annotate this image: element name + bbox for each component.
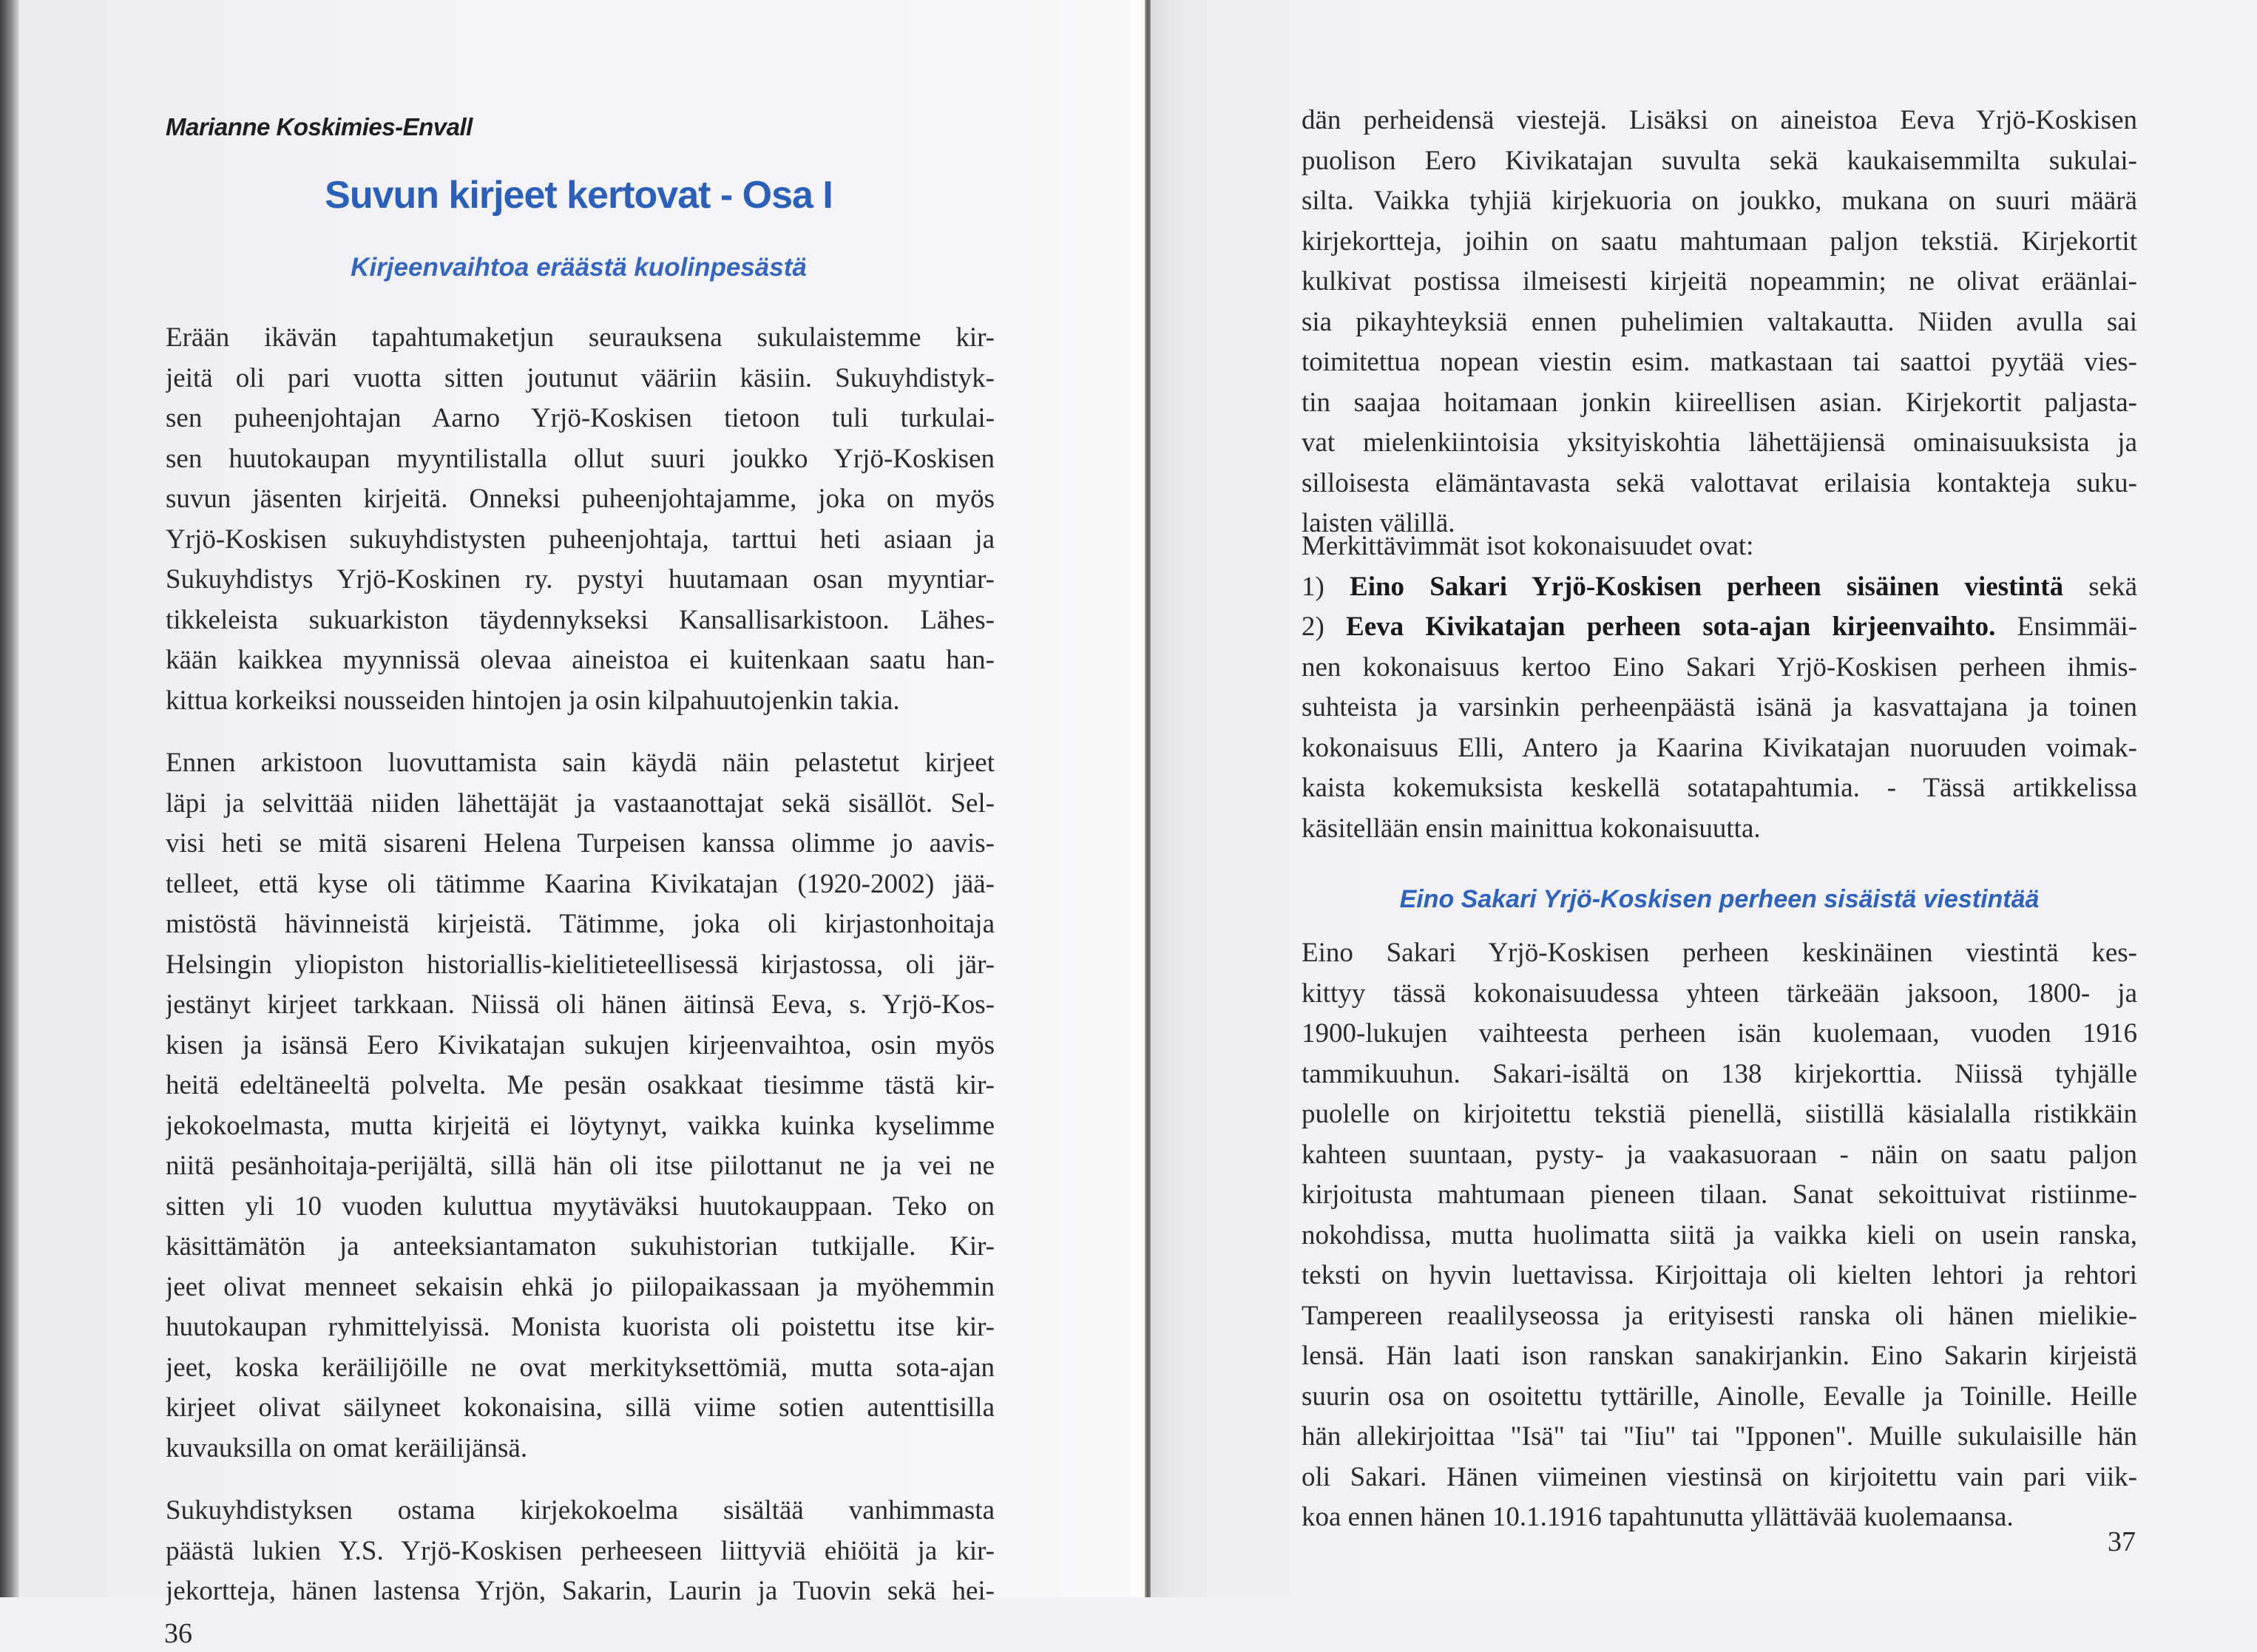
text-line: visi heti se mitä sisareni Helena Turpeisen kanssa olimme jo aavis- — [166, 828, 995, 859]
text-line: hän allekirjoittaa "Isä" tai "Iiu" tai "Ipponen". Muille sukulaisille hän — [1302, 1421, 2137, 1452]
text-line: Yrjö-Koskisen sukuyhdistysten puheenjohtaja, tarttui heti asiaan ja — [166, 524, 995, 555]
right-paragraph-3 — [1302, 933, 2137, 1538]
list-intro: Merkittävimmät isot kokonaisuudet ovat: — [1302, 531, 1754, 561]
text-line: sitten yli 10 vuoden kuluttua myytäväksi huutokauppaan. Teko on — [166, 1191, 995, 1222]
text-line: Sukuyhdistyksen ostama kirjekokoelma sisältää vanhimmasta — [166, 1495, 995, 1526]
text-line: Sukuyhdistys Yrjö-Koskinen ry. pystyi huutamaan osan myyntiar- — [166, 564, 995, 595]
text-line: sia pikayhteyksiä ennen puhelimien valtakautta. Niiden avulla sai — [1302, 306, 2137, 337]
list-item-2-title: Eeva Kivikatajan perheen sota-ajan kirjeenvaihto. — [1346, 612, 1996, 642]
text-line: jestänyt kirjeet tarkkaan. Niissä oli hänen äitinsä Eeva, s. Yrjö-Kos- — [166, 989, 995, 1020]
text-line: kuvauksilla on omat keräilijänsä. — [166, 1432, 528, 1463]
section-heading: Eino Sakari Yrjö-Koskisen perheen sisäistä viestintää — [1399, 885, 2040, 913]
text-line: koa ennen hänen 10.1.1916 tapahtunutta yllättävää kuolemaansa. — [1302, 1502, 2014, 1532]
text-line: päästä lukien Y.S. Yrjö-Koskisen perheeseen liittyviä ehiöitä ja kir- — [166, 1535, 995, 1566]
text-line: Tampereen reaalilyseossa ja erityisesti ranska oli hänen mielikie- — [1302, 1300, 2137, 1331]
text-line: jekortteja, hänen lastensa Yrjön, Sakarin, Laurin ja Tuovin sekä hei- — [166, 1576, 995, 1606]
text-line: Helsingin yliopiston historiallis-kielitieteellisessä kirjastossa, oli jär- — [166, 949, 995, 980]
text-line: kirjeet olivat säilyneet kokonaisina, sillä viime sotien autenttisilla — [166, 1392, 995, 1423]
list-item-2 — [1302, 607, 2137, 648]
article-subtitle: Kirjeenvaihtoa eräästä kuolinpesästä — [351, 253, 807, 282]
text-line: telleet, että kyse oli tätimme Kaarina Kivikatajan (1920-2002) jää- — [166, 868, 995, 899]
text-line: laisten välillä. — [1302, 508, 1455, 538]
text-line: tikkeleista sukuarkiston täydennykseksi Kansallisarkistoon. Lähes- — [166, 604, 995, 635]
text-line: kahteen suuntaan, pysty- ja vaakasuoraan - näin on saatu paljon — [1302, 1139, 2137, 1170]
list-item-1-number: 1) — [1302, 571, 1324, 602]
text-line: teksti on hyvin luettavissa. Kirjoittaja oli kielten lehtori ja rehtori — [1302, 1260, 2137, 1290]
right-paragraph-1 — [1302, 101, 2137, 544]
text-line: Erään ikävän tapahtumaketjun seurauksena sukulaistemme kir- — [166, 322, 995, 353]
text-line: oli Sakari. Hänen viimeinen viestinsä on kirjoitettu vain pari viik- — [1302, 1461, 2137, 1492]
paragraph-3 — [166, 1491, 995, 1612]
text-line: sen huutokaupan myyntilistalla ollut suuri joukko Yrjö-Koskisen — [166, 443, 995, 474]
text-line: heitä edeltäneeltä polvelta. Me pesän osakkaat tiesimme tästä kir- — [166, 1070, 995, 1100]
book-left-edge — [0, 0, 19, 1597]
text-line: kirjekortteja, joihin on saatu mahtumaan paljon tekstiä. Kirjekortit — [1302, 226, 2137, 257]
page-number-right: 37 — [2108, 1526, 2136, 1557]
list-item-2-number: 2) — [1302, 612, 1324, 642]
text-line: kisen ja isänsä Eero Kivikatajan sukujen kirjeenvaihtoa, osin myös — [166, 1029, 995, 1060]
text-line: suurin osa on osoitettu tyttärille, Ainolle, Eevalle ja Toinille. Heille — [1302, 1381, 2137, 1412]
text-line: kittua korkeiksi nousseiden hintojen ja osin kilpahuutojenkin takia. — [166, 685, 900, 716]
text-line: nen kokonaisuus kertoo Eino Sakari Yrjö-Koskisen perheen ihmis- — [1302, 651, 2137, 683]
text-line: tin saajaa hoitamaan jonkin kiireellisen asian. Kirjekortit paljasta- — [1302, 387, 2137, 418]
page-number-left: 36 — [164, 1618, 192, 1649]
text-line: Eino Sakari Yrjö-Koskisen perheen keskinäinen viestintä kes- — [1302, 938, 2137, 968]
text-line: silloisesta elämäntavasta sekä valottavat erilaisia kontakteja suku- — [1302, 467, 2137, 498]
text-line: kirjoitusta mahtumaan pieneen tilaan. Sanat sekoittuivat ristiinme- — [1302, 1179, 2137, 1210]
list-item-1 — [1302, 567, 2137, 608]
list-item-1-tail: sekä — [2088, 571, 2137, 602]
text-line: puolison Eero Kivikatajan suvulta sekä kaukaisemmilta sukulai- — [1302, 145, 2137, 176]
text-line: jeitä oli pari vuotta sitten joutunut vääriin käsiin. Sukuyhdistyk- — [166, 362, 995, 393]
text-line: kittyy tässä kokonaisuudessa yhteen tärkeään jaksoon, 1800- ja — [1302, 978, 2137, 1009]
text-line: suvun jäsenten kirjeitä. Onneksi puheenjohtajamme, joka on myös — [166, 484, 995, 514]
text-line: suhteista ja varsinkin perheenpäästä isänä ja kasvattajana ja toinen — [1302, 692, 2137, 722]
text-line: lensä. Hän laati ison ranskan sanakirjankin. Eino Sakarin kirjeistä — [1302, 1341, 2137, 1371]
text-line: dän perheidensä viestejä. Lisäksi on aineistoa Eeva Yrjö-Koskisen — [1302, 105, 2137, 135]
text-line: nokohdissa, mutta huolimatta siitä ja vaikka kieli on usein ranska, — [1302, 1219, 2137, 1250]
text-line: puolelle on kirjoitettu tekstiä pienellä, siistillä käsialalla ristikkäin — [1302, 1099, 2137, 1129]
text-line: toimitettua nopean viestin esim. matkastaan tai saattoi pyytää vies- — [1302, 347, 2137, 377]
article-title: Suvun kirjeet kertovat - Osa I — [325, 174, 833, 217]
author-name: Marianne Koskimies-Envall — [166, 113, 473, 141]
text-line: läpi ja selvittää niiden lähettäjät ja vastaanottajat sekä sisällöt. Sel- — [166, 788, 995, 819]
text-line: mistöstä hävinneistä kirjeistä. Tätimme, joka oli kirjastonhoitaja — [166, 909, 995, 939]
list-item-1-title: Eino Sakari Yrjö-Koskisen perheen sisäinen viestintä — [1350, 571, 2064, 602]
text-line: käsitellään ensin mainittua kokonaisuutta. — [1302, 813, 1761, 844]
book-spine — [1145, 0, 1151, 1597]
paragraph-1 — [166, 318, 995, 721]
text-line: kokonaisuus Elli, Antero ja Kaarina Kivikatajan nuoruuden voimak- — [1302, 732, 2137, 763]
text-line: jeet olivat menneet sekaisin ehkä jo piilopaikassaan ja myöhemmin — [166, 1271, 995, 1302]
text-line: jeet, koska keräilijöille ne ovat merkityksettömiä, mutta sota-ajan — [166, 1352, 995, 1383]
text-line: kaista kokemuksista keskellä sotatapahtumia. - Tässä artikkelissa — [1302, 773, 2137, 803]
paragraph-2 — [166, 743, 995, 1469]
text-line: tammikuuhun. Sakari-isältä on 138 kirjekorttia. Niissä tyhjälle — [1302, 1058, 2137, 1089]
text-line: kulkivat postissa ilmeisesti kirjeitä nopeammin; ne olivat eräänlai- — [1302, 266, 2137, 297]
list-block — [1302, 527, 2137, 849]
text-line: kään kaikkea myynnissä olevaa aineistoa ei kuitenkaan saatu han- — [166, 645, 995, 675]
text-line: käsittämätön ja anteeksiantamaton sukuhistorian tutkijalle. Kir- — [166, 1231, 995, 1262]
text-line: silta. Vaikka tyhjiä kirjekuoria on joukko, mukana on suuri määrä — [1302, 186, 2137, 216]
text-line: niitä pesänhoitaja-perijältä, sillä hän oli itse piilottanut ne ja vei ne — [166, 1151, 995, 1181]
text-line: 1900-lukujen vaihteesta perheen isän kuolemaan, vuoden 1916 — [1302, 1018, 2137, 1049]
right-paragraph-2 — [1302, 648, 2137, 850]
list-item-2-tail: Ensimmäi- — [2017, 612, 2137, 642]
text-line: sen puheenjohtajan Aarno Yrjö-Koskisen tietoon tuli turkulai- — [166, 403, 995, 433]
text-line: Ennen arkistoon luovuttamista sain käydä näin pelastetut kirjeet — [166, 748, 995, 778]
text-line: jekokoelmasta, mutta kirjeitä ei löytynyt, vaikka kuinka kyselimme — [166, 1110, 995, 1141]
text-line: vat mielenkiintoisia yksityiskohtia lähettäjiensä ominaisuuksista ja — [1302, 427, 2137, 458]
text-line: huutokaupan ryhmittelyissä. Monista kuorista oli poistettu itse kir- — [166, 1312, 995, 1342]
